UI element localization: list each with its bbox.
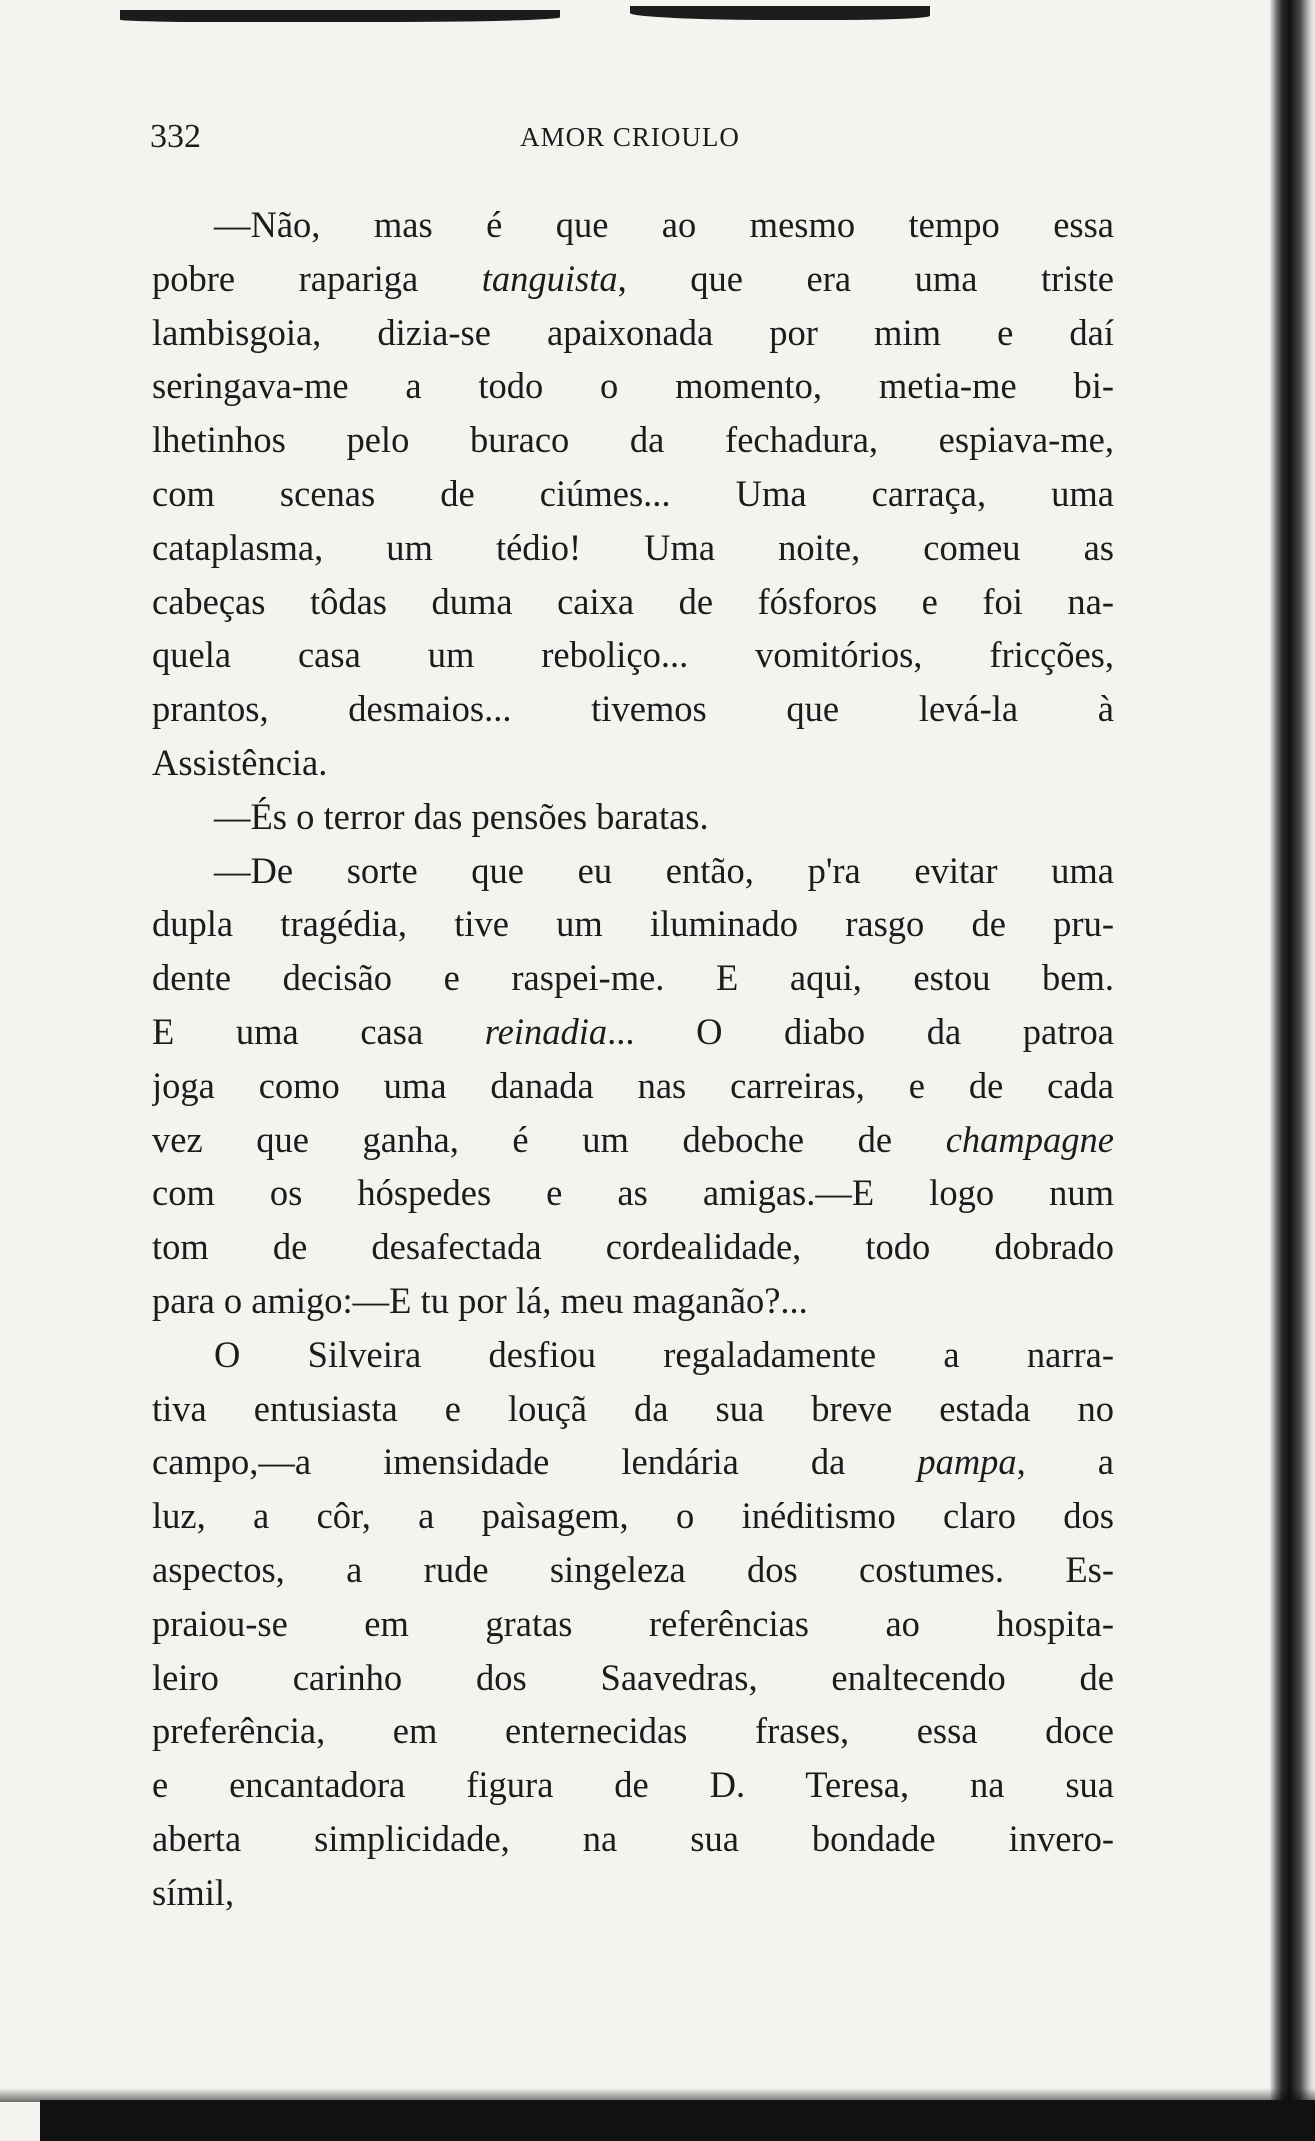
text-run: para o amigo:—E tu por lá, meu maganão?...: [152, 1279, 808, 1321]
text-line: [152, 1220, 1114, 1274]
text-line: [152, 1328, 1114, 1382]
text-run: prantos, desmaios... tivemos que levá-la à: [152, 688, 1114, 730]
italic-word: reinadia: [484, 1010, 608, 1052]
text-run: campo,—a imensidade lendária da: [152, 1441, 918, 1483]
text-line: [152, 736, 1114, 790]
text-run: , que era uma triste: [617, 257, 1114, 299]
italic-word: tanguista: [481, 257, 618, 299]
text-run: com os hóspedes e as amigas.—E logo num: [152, 1172, 1114, 1214]
text-line: [152, 1866, 1114, 1920]
text-line: [152, 628, 1114, 682]
text-line: [152, 1704, 1114, 1758]
text-run: vez que ganha, é um deboche de: [152, 1118, 946, 1160]
text-line: [152, 359, 1114, 413]
text-run: dupla tragédia, tive um iluminado rasgo de pru-: [152, 903, 1114, 945]
text-line: [152, 1543, 1114, 1597]
italic-word: champagne: [945, 1118, 1114, 1160]
scan-edge-bottom: [40, 2100, 1315, 2141]
text-line: [152, 306, 1114, 360]
italic-word: pampa: [917, 1441, 1017, 1483]
text-run: preferência, em enternecidas frases, essa doce: [152, 1710, 1114, 1752]
text-line: [152, 1758, 1114, 1812]
text-run: , a: [1016, 1441, 1114, 1483]
text-line: [152, 951, 1114, 1005]
text-run: tom de desafectada cordealidade, todo dobrado: [152, 1226, 1114, 1268]
body-text: [152, 198, 1114, 1920]
text-line: [152, 790, 1114, 844]
text-run: tiva entusiasta e louçã da sua breve estada no: [152, 1387, 1114, 1429]
scan-edge-top-left: [120, 10, 560, 22]
text-line: [152, 1812, 1114, 1866]
text-run: lambisgoia, dizia-se apaixonada por mim e daí: [152, 311, 1114, 353]
text-line: [152, 1274, 1114, 1328]
text-line: [152, 897, 1114, 951]
text-line: [152, 1489, 1114, 1543]
text-line: [152, 467, 1114, 521]
scan-edge-top-right: [630, 6, 930, 20]
text-run: ... O diabo da patroa: [607, 1010, 1114, 1052]
text-line: [152, 682, 1114, 736]
text-run: pobre rapariga: [152, 257, 482, 299]
text-line: [152, 1166, 1114, 1220]
text-run: praiou-se em gratas referências ao hospita-: [152, 1602, 1114, 1644]
text-run: cataplasma, um tédio! Uma noite, comeu as: [152, 526, 1114, 568]
text-run: com scenas de ciúmes... Uma carraça, uma: [152, 472, 1114, 514]
text-line: [152, 1435, 1114, 1489]
text-run: seringava-me a todo o momento, metia-me bi-: [152, 365, 1114, 407]
text-run: quela casa um reboliço... vomitórios, fricções,: [152, 634, 1114, 676]
text-run: aberta simplicidade, na sua bondade invero-: [152, 1817, 1114, 1859]
text-line: [152, 1382, 1114, 1436]
text-run: —És o terror das pensões baratas.: [214, 795, 709, 837]
text-run: dente decisão e raspei-me. E aqui, estou bem.: [152, 957, 1114, 999]
text-line: [152, 413, 1114, 467]
text-run: símil,: [152, 1871, 235, 1913]
text-run: e encantadora figura de D. Teresa, na sua: [152, 1764, 1114, 1806]
text-run: —De sorte que eu então, p'ra evitar uma: [214, 849, 1114, 891]
text-run: luz, a côr, a paìsagem, o inéditismo claro dos: [152, 1495, 1114, 1537]
text-line: [152, 1113, 1114, 1167]
running-title: AMOR CRIOULO: [520, 122, 740, 152]
text-line: [152, 252, 1114, 306]
text-line: [152, 1005, 1114, 1059]
text-line: [152, 1059, 1114, 1113]
text-line: [152, 198, 1114, 252]
text-run: cabeças tôdas duma caixa de fósforos e foi na-: [152, 580, 1114, 622]
text-line: [152, 1651, 1114, 1705]
scan-edge-right: [1270, 0, 1315, 2141]
text-run: leiro carinho dos Saavedras, enaltecendo de: [152, 1656, 1114, 1698]
page-header: [150, 118, 1110, 162]
page-number: 332: [150, 118, 201, 155]
text-run: joga como uma danada nas carreiras, e de cada: [152, 1064, 1114, 1106]
text-run: aspectos, a rude singeleza dos costumes. Es-: [152, 1548, 1114, 1590]
text-line: [152, 521, 1114, 575]
text-run: O Silveira desfiou regaladamente a narra-: [214, 1333, 1114, 1375]
text-line: [152, 844, 1114, 898]
text-run: E uma casa: [152, 1010, 485, 1052]
text-run: lhetinhos pelo buraco da fechadura, espiava-me,: [152, 419, 1114, 461]
text-run: —Não, mas é que ao mesmo tempo essa: [214, 204, 1114, 245]
text-line: [152, 575, 1114, 629]
text-line: [152, 1597, 1114, 1651]
text-run: Assistência.: [152, 741, 328, 783]
